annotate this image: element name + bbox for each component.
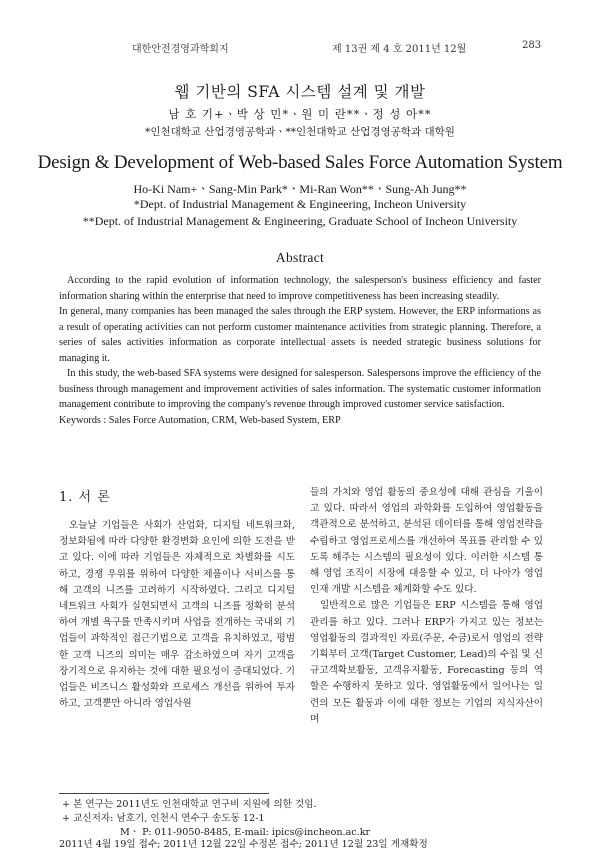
keywords: Keywords : Sales Force Automation, CRM, Web-based System, ERP xyxy=(59,414,341,426)
body-paragraph: 일반적으로 많은 기업들은 ERP 시스템을 통해 영업 관리를 하고 있다. 그러나 ERP가 가지고 있는 정보는 영업활동의 결과적인 자료(주문, 수금)로서 영업의 전략기획부터 고객(Target Customer, Lead)의 수집 및 신규고객확보활동, 고객유지활동, Forecasting 등의 역할은 수행하지 못하고 있다. 영업활동에서 일어나는 일련의 모든 활동과 이에 대한 정보는 기업의 지식자산이며 xyxy=(310,600,543,725)
section-heading: 1. 서 론 xyxy=(59,490,111,505)
left-column xyxy=(59,518,295,712)
issue-info: 제 13권 제 4 호 2011년 12월 xyxy=(332,44,467,55)
abstract-paragraph: According to the rapid evolution of information technology, the salesperson's business efficiency and faster information sharing within the enterprise that need to improve competitiveness has been increasing steadily. xyxy=(59,275,541,302)
page-number: 283 xyxy=(522,40,542,51)
footnote-divider xyxy=(59,793,269,794)
english-authors: Ho-Ki Nam+ㆍSang-Min Park*ㆍMi-Ran Won**ㆍSung-Ah Jung** xyxy=(133,182,467,196)
english-affiliation-1: *Dept. of Industrial Management & Engineering, Incheon University xyxy=(133,197,467,211)
right-column xyxy=(310,485,543,728)
body-paragraph: 오늘날 기업들은 사회가 산업화, 디지털 네트워크화, 정보화됨에 따라 다양한 환경변화 요인에 의한 도전을 받고 있다. 이에 따라 기업들은 자체적으로 차별화를 시도하고, 경쟁 우위를 위하여 다양한 제품이나 서비스를 통해 고객의 니즈를 고려하기 시작하였다. 그리고 디지털 네트워크 사회가 실현되면서 고객의 니즈를 정확히 분석하여 개별 욕구를 만족시키며 사업을 전개하는 국내외 기업들이 과학적인 접근기법으로 고객을 유치하였고, 평범한 고객 니즈의 의미는 매우 감소하였으며 자기 고객을 장기적으로 유지하는 것에 대한 필요성이 증대되었다. 기업들은 비즈니스 활성화와 프로세스 개선을 위하여 투자하고, 고객뿐만 아니라 영업사원 xyxy=(59,520,295,710)
korean-affiliation: *인천대학교 산업경영공학과ㆍ**인천대학교 산업경영공학과 대학원 xyxy=(145,126,455,138)
korean-authors: 남 호 기+ㆍ박 상 민*ㆍ원 미 란**ㆍ정 성 아** xyxy=(168,107,432,121)
abstract-paragraph: In this study, the web-based SFA systems were designed for salesperson. Salespersons improve the efficiency of the business through management and improvement activities of sales information. The systematic customer information management contribute to improving the company's revenue through improved customer service satisfaction. xyxy=(59,368,541,410)
footnote-corresponding-author: + 교신저자: 남호기, 인천시 연수구 송도동 12-1 xyxy=(62,813,265,824)
english-title: Design & Development of Web-based Sales Force Automation System xyxy=(37,152,563,173)
body-paragraph: 들의 가치와 영업 활동의 중요성에 대해 관심을 기울이고 있다. 따라서 영업의 과학화를 도입하여 영업활동을 객관적으로 분석하고, 분석된 데이터를 통해 영업전략을 수립하고 영업프로세스를 개선하여 목표를 관리할 수 있도록 해주는 시스템의 필요성이 있다. 이러한 시스템 통해 영업 조직이 시장에 대응할 수 있고, 더 나아가 영업 인재 개발 시스템을 체계화할 수도 있다. xyxy=(310,487,543,596)
footnote-funding: + 본 연구는 2011년도 인천대학교 연구비 지원에 의한 것임. xyxy=(62,799,317,810)
korean-title: 웹 기반의 SFA 시스템 설계 및 개발 xyxy=(174,83,426,101)
english-affiliation-2: **Dept. of Industrial Management & Engineering, Graduate School of Incheon University xyxy=(82,214,518,228)
footnote-contact: Mㆍ P: 011-9050-8485, E-mail: ipics@incheon.ac.kr xyxy=(120,827,371,838)
abstract-body xyxy=(59,273,541,428)
abstract-heading: Abstract xyxy=(275,250,325,265)
journal-name: 대한안전경영과학회지 xyxy=(132,44,229,55)
abstract-paragraph: In general, many companies has been managed the sales through the ERP system. However, the ERP informations as a result of operating activities can not perform customer maintenance activities from strategic planning. Therefore, a series of sales activities information as corporate intellectual assets is needed strategic business solutions for managing it. xyxy=(59,306,541,364)
footnote-dates: 2011년 4월 19일 접수; 2011년 12월 22일 수정본 접수; 2011년 12월 23일 게재확정 xyxy=(59,839,428,850)
